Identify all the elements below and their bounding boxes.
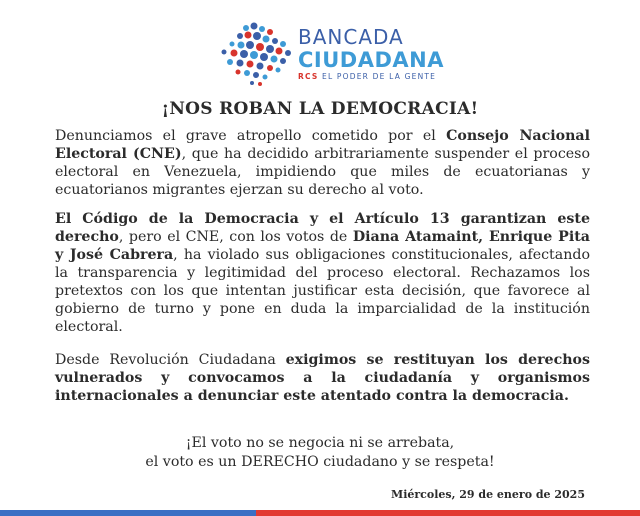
p2-bold-codigo: El Código de la Democracia y el Artículo 13 garantizan este derecho <box>55 211 590 245</box>
logo-tagline <box>298 72 444 82</box>
p2-text-1: , pero el CNE, con los votos de <box>118 229 353 245</box>
logo-bancada: BANCADA <box>298 25 404 49</box>
statement-date: Miércoles, 29 de enero de 2025 <box>391 488 585 501</box>
p2-text-2: , ha violado sus obligaciones constitucionales, afectando la transparencia y legitimidad del proceso electoral. Rechazamos los pretextos con los que intentan justificar esta decisión, que favorece al gobierno de turno y pone en duda la imparcialidad de la institución electoral. <box>55 247 590 335</box>
p3-text-1: Desde Revolución Ciudadana <box>55 352 286 368</box>
paragraph-denuncia <box>55 127 590 199</box>
closing-line-1: ¡El voto no se negocia ni se arrebata, <box>185 435 455 451</box>
closing-statement <box>0 434 640 472</box>
page-title: ¡NOS ROBAN LA DEMOCRACIA! <box>161 99 479 119</box>
bancada-ciudadana-logo <box>216 20 446 92</box>
logo-tagline-text: EL PODER DE LA GENTE <box>322 72 437 81</box>
logo-wordmark <box>298 26 444 82</box>
logo-rcs: RCS <box>298 72 319 81</box>
p3-bold-exigimos: exigimos se restituyan los derechos vulnerados y convocamos a la ciudadanía y organismos internacionales a denunciar este atentado contra la democracia. <box>55 352 590 404</box>
closing-line-2: el voto es un DERECHO ciudadano y se respeta! <box>145 454 495 470</box>
dots-map-icon <box>216 20 296 90</box>
paragraph-exigimos <box>55 351 590 405</box>
p2-bold-names: Diana Atamaint, Enrique Pita y José Cabrera <box>55 229 590 263</box>
paragraph-codigo <box>55 210 590 336</box>
p1-bold-cne: Consejo Nacional Electoral (CNE) <box>55 128 590 162</box>
footer-color-bar <box>0 510 640 516</box>
logo-ciudadana: CIUDADANA <box>298 48 444 72</box>
p1-text-2: , que ha decidido arbitrariamente suspender el proceso electoral en Venezuela, impidiendo que miles de ecuatorianas y ecuatorianos migrantes ejerzan su derecho al voto. <box>55 146 590 198</box>
p1-text-1: Denunciamos el grave atropello cometido por el <box>55 128 447 144</box>
